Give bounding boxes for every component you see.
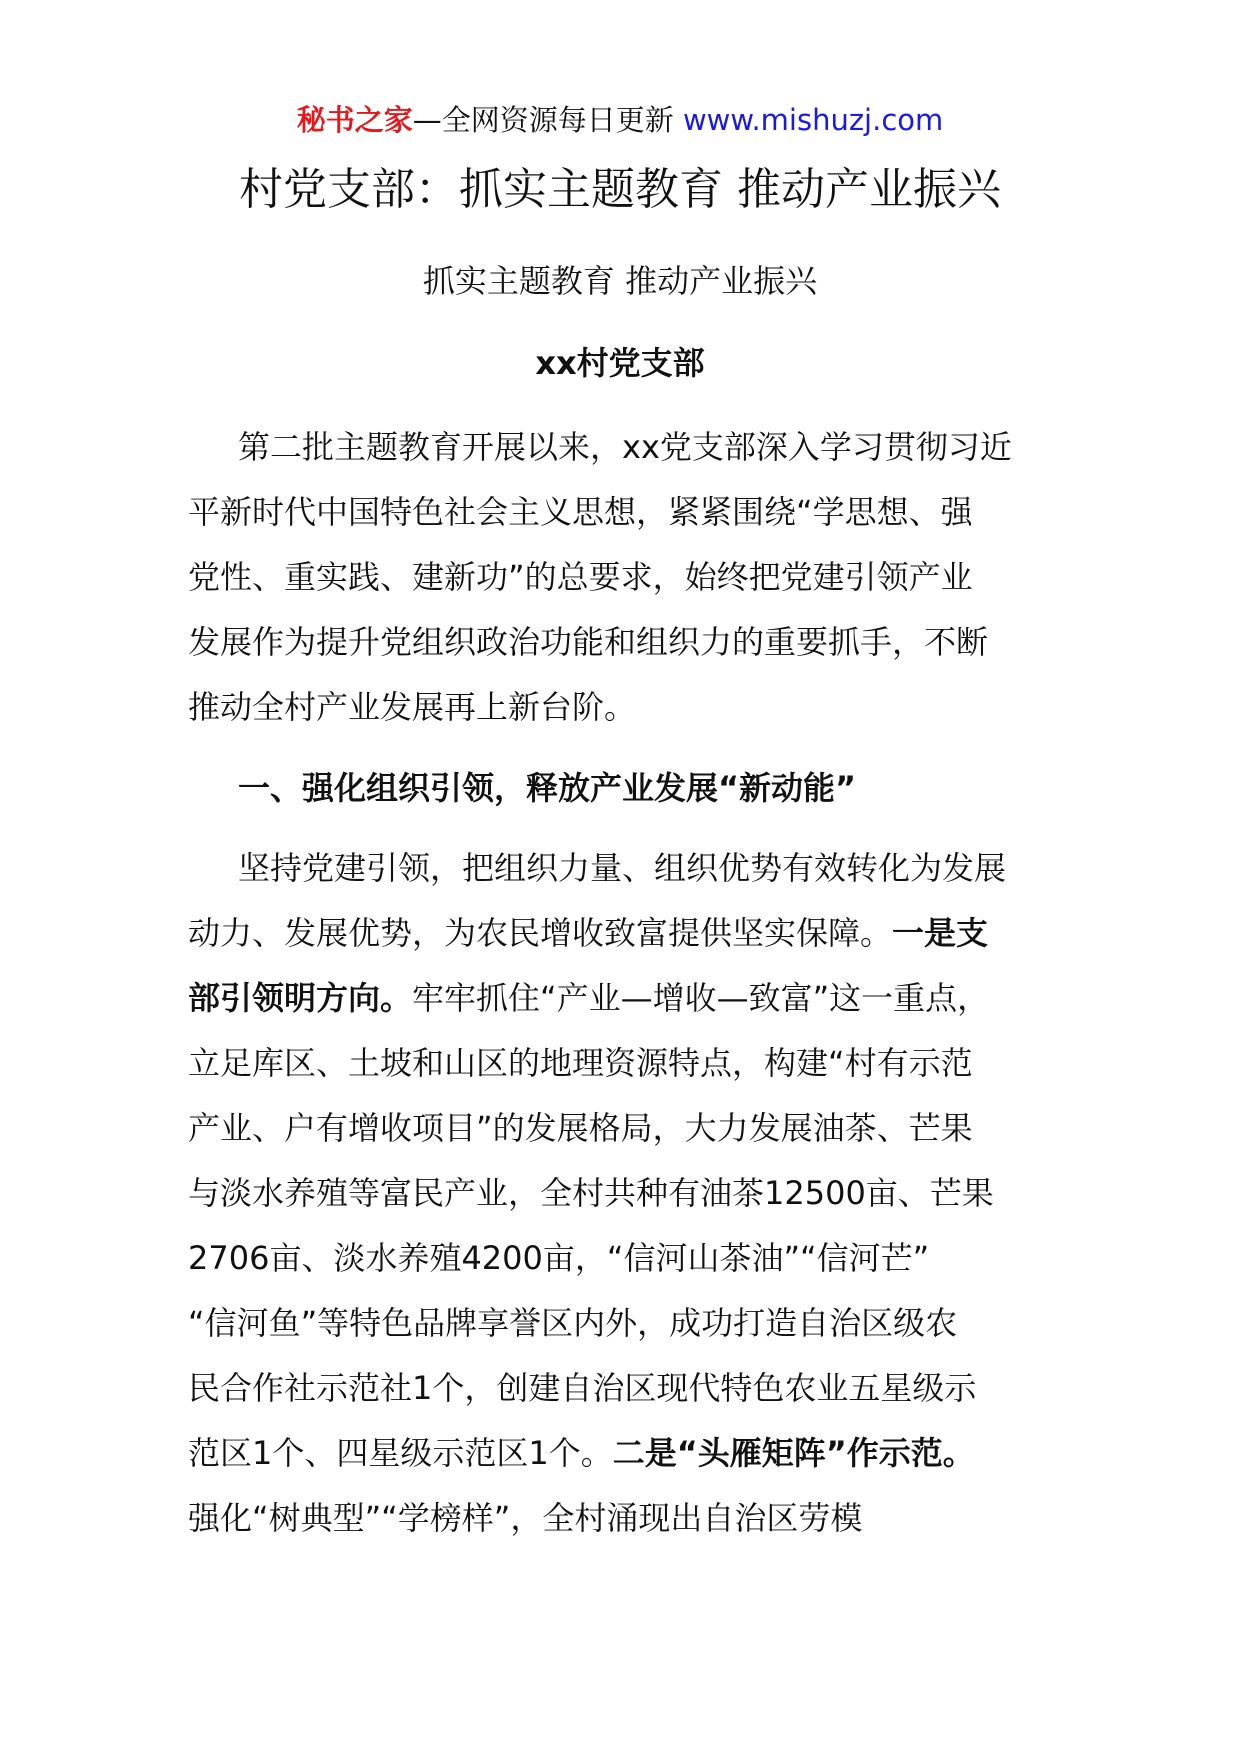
paragraph-text: 动力、发展优势，为农民增收致富提供坚实保障。 <box>188 914 893 952</box>
site-banner <box>0 100 1240 140</box>
bold-lead: 二是“头雁矩阵”作示范。 <box>612 1434 975 1472</box>
banner-brand: 秘书之家 <box>296 103 413 137</box>
paragraph-line <box>188 1421 1068 1486</box>
banner-site-link[interactable]: www.mishuzj.com <box>682 103 944 137</box>
paragraph-line <box>188 901 1068 966</box>
paragraph-line: 立足库区、土坡和山区的地理资源特点，构建“村有示范 <box>188 1044 973 1082</box>
paragraph-line <box>188 966 1068 1031</box>
paragraph-line: 第二批主题教育开展以来，xx党支部深入学习贯彻习近 <box>238 428 1012 466</box>
paragraph-text: 范区1个、四星级示范区1个。 <box>188 1434 613 1472</box>
paragraph-line: 与淡水养殖等富民产业，全村共种有油茶12500亩、芒果 <box>188 1174 994 1212</box>
paragraph-line: 产业、户有增收项目”的发展格局，大力发展油茶、芒果 <box>188 1109 973 1147</box>
bold-lead: 一是支 <box>892 914 989 952</box>
paragraph-line: “信河鱼”等特色品牌享誉区内外，成功打造自治区级农 <box>188 1304 958 1342</box>
paragraph-line: 2706亩、淡水养殖4200亩，“信河山茶油”“信河芒” <box>188 1239 930 1277</box>
paragraph-line: 发展作为提升党组织政治功能和组织力的重要抓手，不断 <box>188 623 989 661</box>
paragraph-text: 牢牢抓住“产业—增收—致富”这一重点， <box>412 979 990 1017</box>
paragraph-line: 坚持党建引领，把组织力量、组织优势有效转化为发展 <box>238 849 1007 887</box>
paragraph-line: 平新时代中国特色社会主义思想，紧紧围绕“学思想、强 <box>188 493 973 531</box>
paragraph-line: 民合作社示范社1个，创建自治区现代特色农业五星级示 <box>188 1369 977 1407</box>
bold-lead: 部引领明方向。 <box>188 979 413 1017</box>
section-heading: 一、强化组织引领，释放产业发展“新动能” <box>238 769 857 807</box>
document-title: 村党支部：抓实主题教育 推动产业振兴 <box>239 164 1001 215</box>
paragraph-line: 党性、重实践、建新功”的总要求，始终把党建引领产业 <box>188 558 973 596</box>
banner-slogan: —全网资源每日更新 <box>412 103 674 137</box>
paragraph-line: 推动全村产业发展再上新台阶。 <box>188 688 637 726</box>
section1-paragraph <box>188 836 1068 1551</box>
paragraph-line: 强化“树典型”“学榜样”，全村涌现出自治区劳模 <box>188 1499 863 1537</box>
intro-paragraph <box>188 415 1068 740</box>
document-author: xx村党支部 <box>535 344 705 382</box>
document-subtitle: 抓实主题教育 推动产业振兴 <box>422 262 818 300</box>
